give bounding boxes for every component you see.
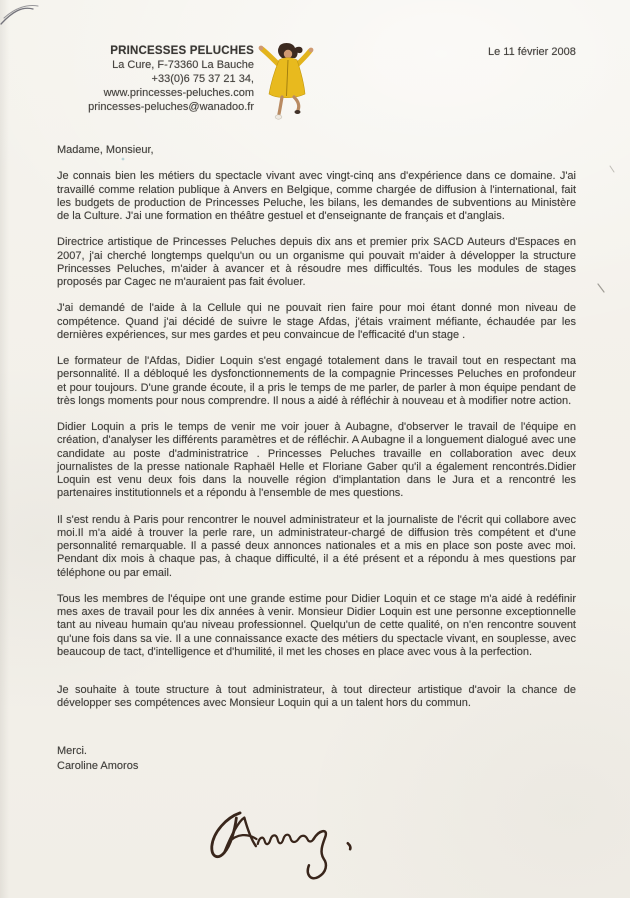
company-address: La Cure, F-73360 La Bauche (112, 59, 254, 71)
company-phone: +33(0)6 75 37 21 34, (151, 73, 254, 85)
paragraph-paris: Il s'est rendu à Paris pour rencontrer le nouvel administrateur et la journaliste de l'écrit qui collabore avec moi.Il m'a aidé à trouver la perle rare, un administrateur-chargé de diffusion très compétent et d'une personnalité remarquable. Il a passé deux annonces nationales et a mis en place son poste avec moi. Pendant dix mois à chaque pas, à chaque difficulté, il a été présent et a répondu à mes questions par téléphone ou par email. (57, 513, 576, 579)
letterhead (38, 44, 254, 114)
closing-thanks: Merci. (57, 744, 87, 757)
pen-scribble-mark (0, 0, 80, 34)
dancing-woman-logo-photo (252, 40, 320, 124)
signer-name: Caroline Amoros (57, 759, 139, 772)
company-name: PRINCESSES PELUCHES (110, 45, 254, 57)
paragraph-experience: Je connais bien les métiers du spectacle vivant avec vingt-cinq ans d'expérience dans ce domaine. J'ai travaillé comme relation publique à Anvers en Belgique, comme chargée de diffusion à l'international, fait les budgets de production de Princesses Peluche, les bilans, les demandes de subventions au Ministère de la Culture. J'ai une formation en théâtre gestuel et d'enseignante de français et d'anglais. (57, 170, 576, 222)
company-website: www.princesses-peluches.com (103, 87, 254, 99)
paragraph-estime: Tous les membres de l'équipe ont une grande estime pour Didier Loquin et ce stage m'a aidé à redéfinir mes axes de travail pour les dix années à venir. Monsieur Didier Loquin est une personne exceptionnelle tant au niveau humain qu'au niveau professionnel. Quelqu'un de cette qualité, on n'en rencontre souvent qu'une fois dans sa vie. Il a une connaissance exacte des métiers du spectacle vivant, en souplesse, avec beaucoup de tact, d'intelligence et d'humilité, il met les choses en place avec vous à la perfection. (57, 592, 576, 658)
closing-block (57, 744, 576, 774)
letter-body (57, 144, 576, 774)
handwritten-signature (194, 797, 399, 898)
company-email: princesses-peluches@wanadoo.fr (88, 101, 254, 113)
paragraph-aubagne: Didier Loquin a pris le temps de venir me voir jouer à Aubagne, d'observer le travail de l'équipe en création, d'analyser les différents paramètres et de réfléchir. A Aubagne il a longuement dialogué avec une candidate au poste d'administratrice . Princesses Peluches travaille en collaboration avec deux journalistes de la presse nationale Raphaël Helle et Floriane Gaber qu'il a également rencontrés.Didier Loquin est venu deux fois dans la nouvelle région d'implantation dans le Jura et a rencontré les partenaires institutionnels et a répondu à l'ensemble de mes questions. (57, 421, 576, 500)
paragraph-souhait: Je souhaite à toute structure à tout administrateur, à tout directeur artistique d'avoir la chance de développer ses compétences avec Monsieur Loquin qui a un talent hors du commun. (57, 684, 576, 710)
paragraph-directrice: Directrice artistique de Princesses Peluches depuis dix ans et premier prix SACD Auteurs d'Espaces en 2007, j'ai cherché longtemps quelqu'un ou un organisme qui pouvait m'aider à développer la structure Princesses Peluches, m'aider à avancer et à résoudre mes difficultés. Tous les modules de stages proposés par Cagec ne m'auraient pas fait évoluer. (57, 236, 576, 288)
paragraph-cellule: J'ai demandé de l'aide à la Cellule qui ne pouvait rien faire pour moi étant donné mon niveau de compétence. Quand j'ai décidé de suivre le stage Afdas, j'étais vraiment méfiante, échaudée par les dernières expériences, sur mes gardes et peu convaincue de l'efficacité d'un stage . (57, 302, 576, 341)
salutation: Madame, Monsieur, (57, 144, 154, 156)
paragraph-formateur: Le formateur de l'Afdas, Didier Loquin s'est engagé totalement dans le travail tout en respectant ma personnalité. Il a débloqué les dysfonctionnements de la compagnie Princesses Peluches en profondeur et pour toujours. D'une grande écoute, il a pris le temps de me parler, de parler à mon équipe pendant de très longs moments pour nous comprendre. Il nous a aidé à réfléchir à nouveau et à modifier notre action. (57, 355, 576, 407)
date-line: Le 11 février 2008 (488, 46, 576, 58)
